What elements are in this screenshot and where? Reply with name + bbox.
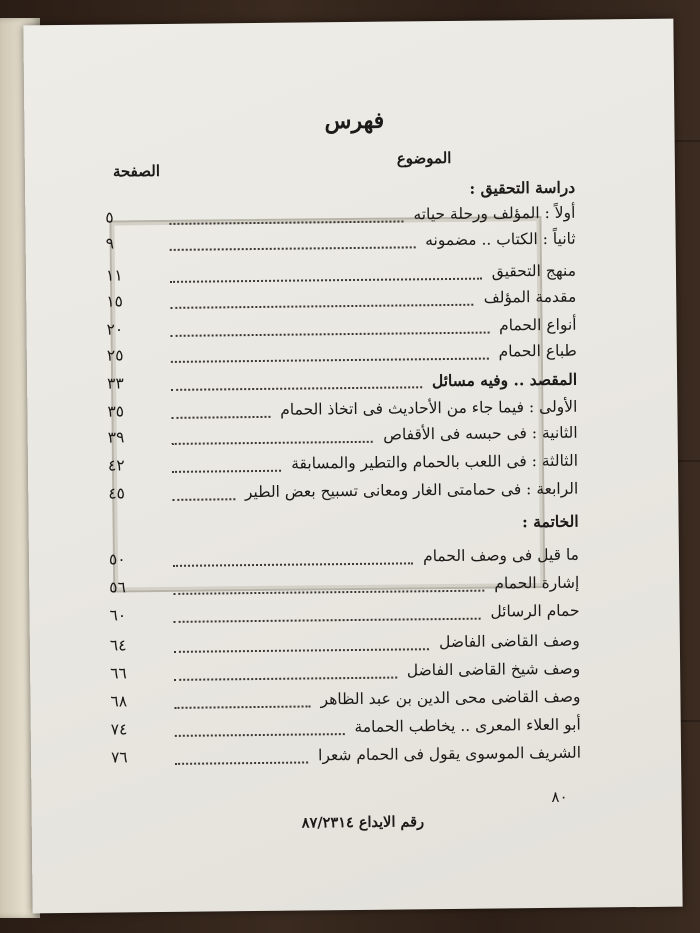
toc-entry [106,230,576,263]
toc-entry-title: ثانياً : الكتاب .. مضمونه [425,229,576,250]
toc-entry-title: المقصد .. وفيه مسائل [431,369,578,391]
toc-entry-page: ٤٢ [107,456,125,475]
toc-leader-dots [171,332,490,337]
toc-leader-dots [171,416,270,419]
toc-entry-page: ٥٦ [109,578,127,597]
toc-entry-page: ١٥ [106,292,124,311]
toc-entry-title: أبو العلاء المعرى .. يخاطب الحمامة [354,715,581,736]
book-page [23,19,682,914]
toc-entry-page: ٩ [105,234,115,253]
toc-leader-dots [170,246,416,251]
toc-entry-page: ٦٠ [109,606,127,625]
toc-leader-dots [173,562,413,567]
toc-entry-page: ٣٣ [107,374,124,393]
toc-entry-title: وصف القاضى محى الدين بن عبد الظاهر [320,687,581,709]
toc-entry-title: مقدمة المؤلف [483,287,577,307]
toc-entry-title: إشارة الحمام [494,573,580,593]
toc-entry-page: ٦٨ [110,692,128,711]
toc-entry-page: ٧٦ [110,748,128,767]
toc-entry-title: الثالثة : فى اللعب بالحمام والتطير والمسابقة [291,451,579,473]
toc-entry-title: ما قيل فى وصف الحمام [422,545,580,566]
toc-entry-title: وصف شيخ القاضى الفاضل [406,659,581,680]
toc-entry-page: ٣٩ [107,428,125,447]
toc-entry-title: الأولى : فيما جاء من الأحاديث فى اتخاذ الحمام [280,397,578,419]
toc-entry-title: حمام الرسائل [490,601,580,621]
toc-leader-dots [174,648,429,653]
toc-entry-page: ٥٠ [108,550,126,569]
toc-leader-dots [175,705,311,708]
toc-leader-dots [172,498,235,501]
toc-leader-dots [169,220,403,224]
toc-leader-dots [172,441,373,445]
toc-entry-page: ٤٥ [108,484,126,503]
toc-entry-page: ٦٤ [109,636,127,655]
toc-entry-page: ٥ [105,208,114,227]
toc-leader-dots [175,733,345,737]
deposit-number: رقم الايداع ٨٧/٢٣١٤ [301,813,425,832]
toc-entry-title: أنواع الحمام [499,315,577,335]
toc-entry [109,512,579,545]
toc-entry-title: وصف القاضى الفاضل [439,631,580,652]
toc-leader-dots [174,618,481,623]
toc-entry-title: الثانية : فى حبسه فى الأقفاص [383,423,578,444]
toc-entry-page: ٢٠ [106,320,124,339]
toc-leader-dots [172,470,281,473]
toc-entry-title: الرابعة : فى حمامتى الغار ومعانى تسبيح بعض الطير [244,479,579,502]
toc-entry-title: دراسة التحقيق : [469,177,576,198]
toc-entry-page: ١١ [105,266,123,285]
toc-entry-title: طباع الحمام [498,341,577,361]
toc-entry [108,480,578,513]
toc-entry-title: الشريف الموسوى يقول فى الحمام شعرا [318,743,582,765]
toc-entry-page: ٦٦ [110,664,127,683]
page-title: فهرس [324,107,385,135]
column-header-page: الصفحة [112,162,161,181]
toc-leader-dots [173,590,484,595]
toc-entry-page: ٣٥ [107,402,125,421]
toc-leader-dots [171,358,489,363]
toc-leader-dots [175,761,308,764]
page-number: ٨٠ [551,787,568,806]
toc-entry-page: ٢٥ [106,346,124,365]
toc-entry-title: أولاً : المؤلف ورحلة حياته [413,203,576,224]
toc-entry [111,744,581,777]
toc-entry-title: منهج التحقيق [491,261,577,281]
toc-entry-page: ٧٤ [110,720,128,739]
column-header-topic: الموضوع [396,148,452,168]
toc-leader-dots [171,386,422,391]
toc-entry-title: الخاتمة : [522,511,579,532]
toc-entry [109,602,579,635]
toc-leader-dots [170,304,473,309]
toc-leader-dots [174,677,397,681]
toc-leader-dots [170,278,482,283]
